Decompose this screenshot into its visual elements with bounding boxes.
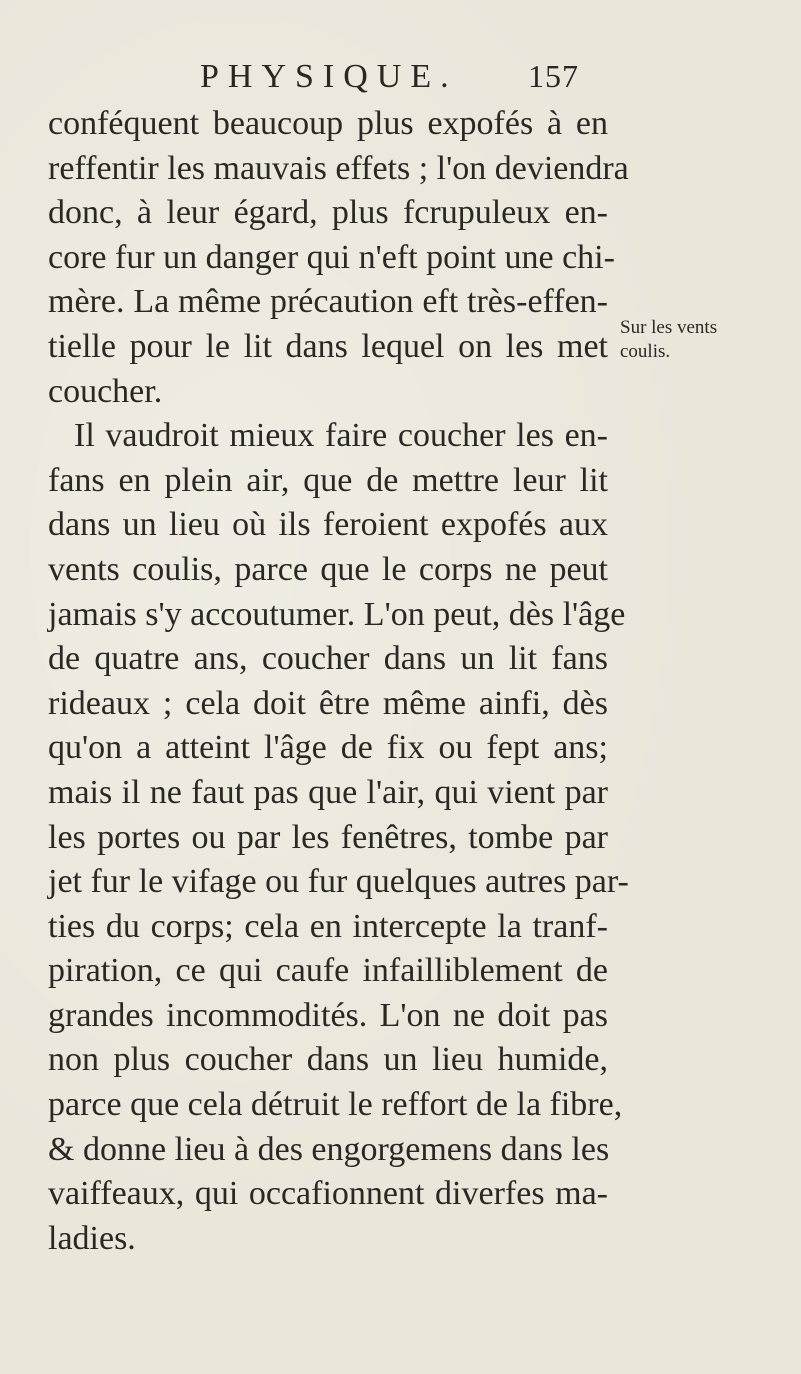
text-line: coucher.	[48, 372, 163, 410]
text-line: les portes ou par les fenêtres, tombe par	[48, 818, 608, 856]
text-line: donc, à leur égard, plus fcrupuleux en-	[48, 194, 608, 232]
text-line: mère. La même précaution eft très-effen-	[48, 283, 608, 321]
text-line: de quatre ans, coucher dans un lit fans	[48, 640, 608, 678]
body-text	[48, 102, 629, 1261]
margin-note-line: coulis.	[620, 341, 671, 362]
text-line: piration, ce qui caufe infailliblement de	[48, 952, 608, 990]
text-line: ties du corps; cela en intercepte la tranf-	[48, 907, 608, 945]
text-line: ladies.	[48, 1219, 136, 1257]
text-line: Il vaudroit mieux faire coucher les en-	[74, 417, 608, 455]
text-line: jet fur le vifage ou fur quelques autres par-	[48, 863, 629, 901]
margin-note-line: Sur les vents	[620, 317, 718, 338]
text-line: & donne lieu à des engorgemens dans les	[48, 1130, 610, 1168]
margin-note	[620, 316, 800, 364]
text-line: jamais s'y accoutumer. L'on peut, dès l'âge	[48, 595, 626, 633]
page-number: 157	[528, 58, 579, 94]
text-line: fans en plein air, que de mettre leur lit	[48, 461, 608, 499]
running-head	[0, 58, 801, 108]
text-line: non plus coucher dans un lieu humide,	[48, 1041, 608, 1079]
text-line: dans un lieu où ils feroient expofés aux	[48, 506, 608, 544]
text-line: qu'on a atteint l'âge de fix ou fept ans;	[48, 729, 608, 767]
text-line: parce que cela détruit le reffort de la fibre,	[48, 1086, 623, 1124]
text-line: vents coulis, parce que le corps ne peut	[48, 550, 608, 588]
text-line: rideaux ; cela doit être même ainfi, dès	[48, 684, 608, 722]
text-line: reffentir les mauvais effets ; l'on deviendra	[48, 149, 629, 187]
text-line: grandes incommodités. L'on ne doit pas	[48, 996, 608, 1034]
text-line: mais il ne faut pas que l'air, qui vient par	[48, 773, 608, 811]
text-line: vaiffeaux, qui occafionnent diverfes ma-	[48, 1175, 608, 1213]
text-line: conféquent beaucoup plus expofés à en	[48, 105, 608, 142]
text-line: tielle pour le lit dans lequel on les met	[48, 327, 608, 365]
running-title: PHYSIQUE.	[200, 58, 458, 95]
text-line: core fur un danger qui n'eft point une chi-	[48, 238, 615, 276]
